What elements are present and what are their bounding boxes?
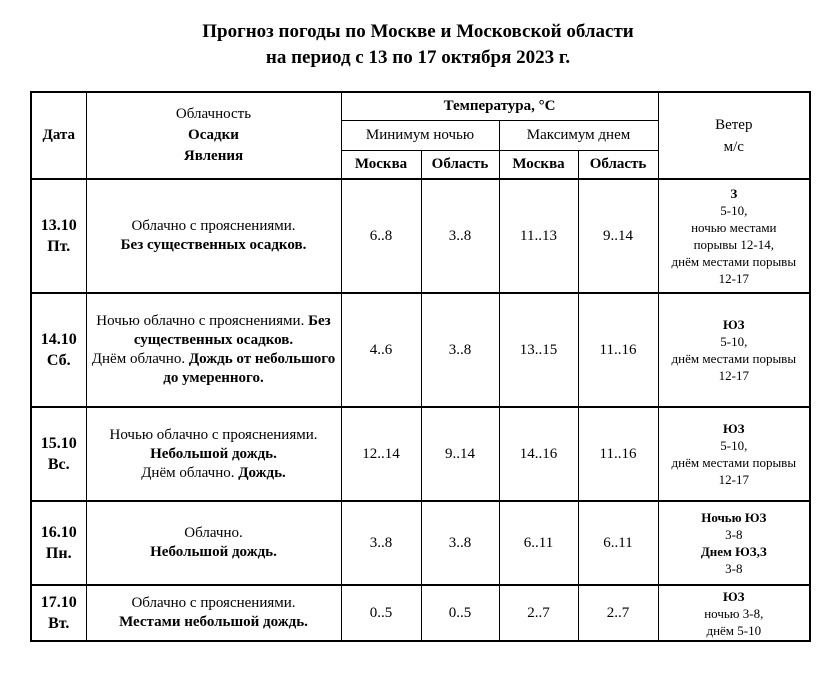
date-cell <box>31 585 86 641</box>
wind-speed: днём местами порывы <box>671 455 797 470</box>
min-region-cell: 3..8 <box>421 179 499 293</box>
wind-speed: 12-17 <box>718 271 749 286</box>
wind-direction: ЮЗ <box>723 421 745 436</box>
date-cell <box>31 407 86 501</box>
precip-text: Дождь. <box>238 464 286 481</box>
header-wind-label: Ветер <box>715 116 753 133</box>
header-conditions <box>86 92 341 179</box>
cloudiness-text: Днём облачно. <box>141 464 239 481</box>
table-row <box>31 407 810 501</box>
header-precip: Осадки <box>188 127 239 143</box>
wind-speed: 12-17 <box>718 368 749 383</box>
header-min-night: Минимум ночью <box>341 120 499 150</box>
date-cell <box>31 293 86 407</box>
min-moscow-cell: 0..5 <box>341 585 421 641</box>
header-min-moscow: Москва <box>341 150 421 179</box>
max-moscow-cell: 11..13 <box>499 179 578 293</box>
header-max-moscow: Москва <box>499 150 578 179</box>
header-date: Дата <box>31 92 86 179</box>
wind-direction: ЮЗ <box>723 317 745 332</box>
min-region-cell: 3..8 <box>421 501 499 585</box>
precip-text: Местами небольшой дождь. <box>119 614 308 630</box>
precip-text: Небольшой дождь. <box>150 445 277 462</box>
wind-cell <box>658 179 810 293</box>
weekday-value: Сб. <box>46 352 71 369</box>
wind-speed: 5-10, <box>720 334 748 349</box>
title-line-1: Прогноз погоды по Москве и Московской области <box>202 21 634 42</box>
header-wind <box>658 92 810 179</box>
table-row <box>31 179 810 293</box>
wind-direction: Днем ЮЗ,З <box>700 544 767 559</box>
cloudiness-text: Ночью облачно с прояснениями. <box>109 426 318 443</box>
date-value: 14.10 <box>40 331 77 348</box>
date-value: 17.10 <box>40 594 77 611</box>
wind-speed: 12-17 <box>718 472 749 487</box>
date-cell <box>31 179 86 293</box>
cloudiness-text: Днём облачно. <box>91 351 189 367</box>
document-title <box>0 19 836 71</box>
wind-speed: днём местами порывы <box>671 351 797 366</box>
header-max-region: Область <box>578 150 658 179</box>
min-moscow-cell: 4..6 <box>341 293 421 407</box>
max-moscow-cell: 13..15 <box>499 293 578 407</box>
wind-speed: 5-10, <box>720 203 748 218</box>
conditions-cell <box>86 585 341 641</box>
wind-speed: 3-8 <box>725 527 743 542</box>
wind-speed: 5-10, <box>720 438 748 453</box>
wind-cell <box>658 293 810 407</box>
max-region-cell: 9..14 <box>578 179 658 293</box>
forecast-table <box>30 91 811 642</box>
precip-text: Дождь от небольшого до умеренного. <box>163 351 336 386</box>
conditions-cell <box>86 293 341 407</box>
wind-direction: ЮЗ <box>723 588 745 604</box>
wind-direction: Ночью ЮЗ <box>701 510 767 525</box>
table-row <box>31 293 810 407</box>
max-moscow-cell: 6..11 <box>499 501 578 585</box>
table-row <box>31 585 810 641</box>
date-value: 16.10 <box>40 524 77 541</box>
header-temperature: Температура, °С <box>341 92 658 120</box>
conditions-cell <box>86 501 341 585</box>
date-cell <box>31 501 86 585</box>
header-max-day: Максимум днем <box>499 120 658 150</box>
wind-speed: днём местами порывы <box>671 254 797 269</box>
wind-speed: днём 5-10 <box>706 622 762 638</box>
min-moscow-cell: 3..8 <box>341 501 421 585</box>
table-header <box>31 92 810 179</box>
weekday-value: Вс. <box>47 456 70 473</box>
header-cloudiness: Облачность <box>175 106 252 122</box>
min-region-cell: 9..14 <box>421 407 499 501</box>
wind-cell <box>658 585 810 641</box>
precip-text: Без существенных осадков. <box>120 237 307 253</box>
header-min-region: Область <box>421 150 499 179</box>
cloudiness-text: Облачно с прояснениями. <box>131 218 296 234</box>
table-body <box>31 179 810 641</box>
max-region-cell: 11..16 <box>578 293 658 407</box>
precip-text: Небольшой дождь. <box>150 544 277 560</box>
cloudiness-text: Ночью облачно с прояснениями. <box>96 313 309 329</box>
conditions-cell <box>86 179 341 293</box>
min-region-cell: 3..8 <box>421 293 499 407</box>
max-region-cell: 6..11 <box>578 501 658 585</box>
max-moscow-cell: 2..7 <box>499 585 578 641</box>
max-region-cell: 11..16 <box>578 407 658 501</box>
conditions-cell <box>86 407 341 501</box>
wind-direction: З <box>730 186 738 201</box>
weekday-value: Пн. <box>45 545 72 562</box>
wind-cell <box>658 501 810 585</box>
min-moscow-cell: 12..14 <box>341 407 421 501</box>
date-value: 15.10 <box>40 435 77 452</box>
max-moscow-cell: 14..16 <box>499 407 578 501</box>
min-region-cell: 0..5 <box>421 585 499 641</box>
max-region-cell: 2..7 <box>578 585 658 641</box>
weekday-value: Пт. <box>47 238 71 255</box>
min-moscow-cell: 6..8 <box>341 179 421 293</box>
table-row <box>31 501 810 585</box>
date-value: 13.10 <box>40 217 77 234</box>
title-line-2: на период с 13 по 17 октября 2023 г. <box>265 47 571 68</box>
wind-speed: ночью 3-8, <box>704 605 764 621</box>
wind-speed: ночью местами <box>691 220 777 235</box>
precip-text: Без существенных осадков. <box>133 313 331 348</box>
wind-speed: 3-8 <box>725 561 743 576</box>
cloudiness-text: Облачно. <box>184 525 243 541</box>
weekday-value: Вт. <box>48 615 70 632</box>
wind-cell <box>658 407 810 501</box>
wind-speed: порывы 12-14, <box>693 237 774 252</box>
header-phenomena: Явления <box>183 148 244 164</box>
cloudiness-text: Облачно с прояснениями. <box>131 595 296 611</box>
header-wind-unit: м/с <box>723 138 744 155</box>
